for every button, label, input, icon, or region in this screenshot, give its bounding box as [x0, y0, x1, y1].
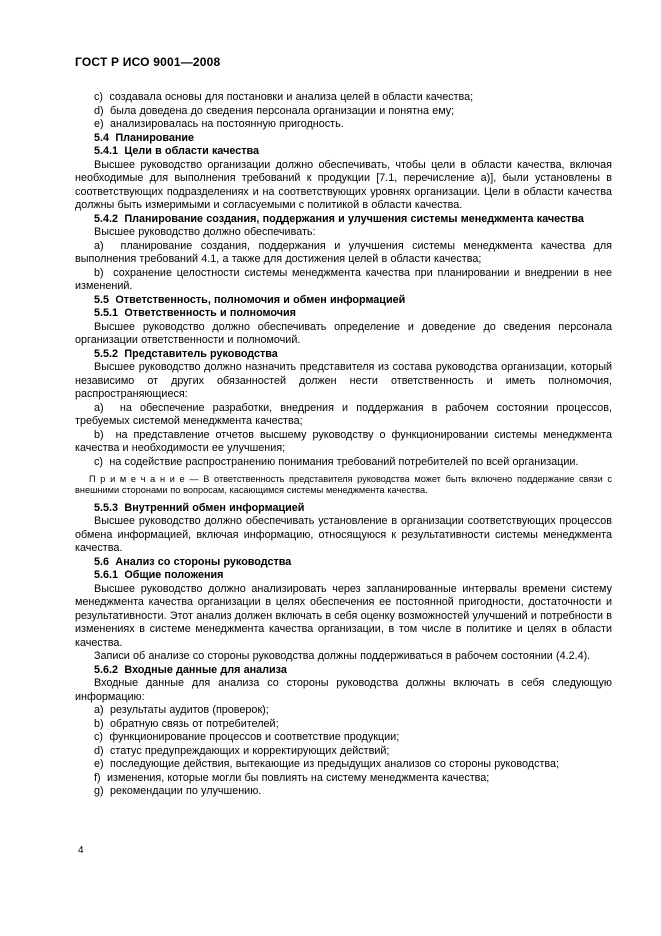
document-header-title: ГОСТ Р ИСО 9001—2008 — [75, 55, 221, 69]
section-heading: 5.6.2 Входные данные для анализа — [94, 663, 287, 676]
section-heading: 5.5 Ответственность, полномочия и обмен информацией — [94, 293, 406, 306]
list-item: d) была доведена до сведения персонала организации и понятна ему; — [94, 104, 455, 117]
section-heading: 5.4.1 Цели в области качества — [94, 145, 260, 157]
section-heading: 5.5.2 Представитель руководства — [94, 347, 278, 360]
list-item: b) обратную связь от потребителей; — [94, 717, 279, 730]
paragraph: Высшее руководство организации должно обеспечивать, чтобы цели в области качества, включая необходимые для выполнения требований к продукции [7.1, перечисление а)], были установлены в соответствующих подразделениях и на соответствующих уровнях организации. Цели в области качества должны быть измеримыми и согласуемыми с политикой в области качества. — [75, 158, 612, 211]
paragraph: Высшее руководство должно обеспечивать определение и доведение до сведения персонала организации ответственности и полномочий. — [75, 320, 612, 346]
paragraph: Записи об анализе со стороны руководства должны поддерживаться в рабочем состоянии (4.2.4). — [94, 650, 591, 663]
list-item: g) рекомендации по улучшению. — [94, 785, 262, 798]
document-body — [75, 91, 612, 799]
list-item: a) результаты аудитов (проверок); — [94, 704, 269, 717]
paragraph: Высшее руководство должно обеспечивать: — [94, 226, 316, 238]
paragraph: Высшее руководство должно анализировать через запланированные интервалы времени систему менеджмента качества организации в целях обеспечения ее постоянной пригодности, достаточности и результативности. Этот анализ должен включать в себя оценку возможностей улучшений и потребности в изменениях в системе менеджмента качества организации, в том числе в политике и целях в области качества. — [75, 582, 612, 649]
paragraph: Входные данные для анализа со стороны руководства должны включать в себя следующую информацию: — [75, 677, 612, 703]
paragraph: Высшее руководство должно назначить представителя из состава руководства организации, который независимо от других обязанностей должен нести ответственность и иметь полномочия, распространяющиеся: — [75, 361, 612, 400]
section-heading: 5.5.3 Внутренний обмен информацией — [94, 501, 305, 514]
section-heading: 5.4 Планирование — [94, 131, 195, 144]
section-heading: 5.6.1 Общие положения — [94, 569, 224, 582]
list-item: a) планирование создания, поддержания и улучшения системы менеджмента качества для выполнения требований 4.1, а также для достижения целей в области качества; — [75, 239, 612, 265]
section-heading: 5.5.1 Ответственность и полномочия — [94, 307, 296, 319]
paragraph: Высшее руководство должно обеспечивать установление в организации соответствующих процессов обмена информацией, включая информацию, относящуюся к результативности системы менеджмента качества. — [75, 515, 612, 555]
list-item: e) анализировалась на постоянную пригодность. — [94, 118, 344, 130]
list-item: c) создавала основы для постановки и анализа целей в области качества; — [94, 91, 474, 103]
note-text: П р и м е ч а н и е — В ответственность представителя руководства может быть включено поддержание связи с внешними сторонами по вопросам, касающимся системы менеджмента качества. — [75, 474, 612, 496]
list-item: c) на содействие распространению понимания требований потребителей по всей организации. — [94, 455, 579, 468]
section-heading: 5.6 Анализ со стороны руководства — [94, 555, 292, 568]
list-item: c) функционирование процессов и соответствие продукции; — [94, 731, 400, 744]
list-item: a) на обеспечение разработки, внедрения и поддержания в рабочем состоянии процессов, требуемых системой менеджмента качества; — [75, 401, 612, 427]
list-item: f) изменения, которые могли бы повлиять на систему менеджмента качества; — [94, 771, 490, 784]
list-item: b) на представление отчетов высшему руководству о функционировании системы менеджмента качества и необходимости ее улучшения; — [75, 428, 612, 454]
list-item: e) последующие действия, вытекающие из предыдущих анализов со стороны руководства; — [94, 758, 560, 771]
section-heading: 5.4.2 Планирование создания, поддержания и улучшения системы менеджмента качества — [94, 212, 584, 225]
list-item: d) статус предупреждающих и корректирующих действий; — [94, 744, 390, 757]
page-number: 4 — [78, 845, 84, 856]
list-item: b) сохранение целостности системы менеджмента качества при планировании и внедрении в нее изменений. — [75, 266, 612, 292]
